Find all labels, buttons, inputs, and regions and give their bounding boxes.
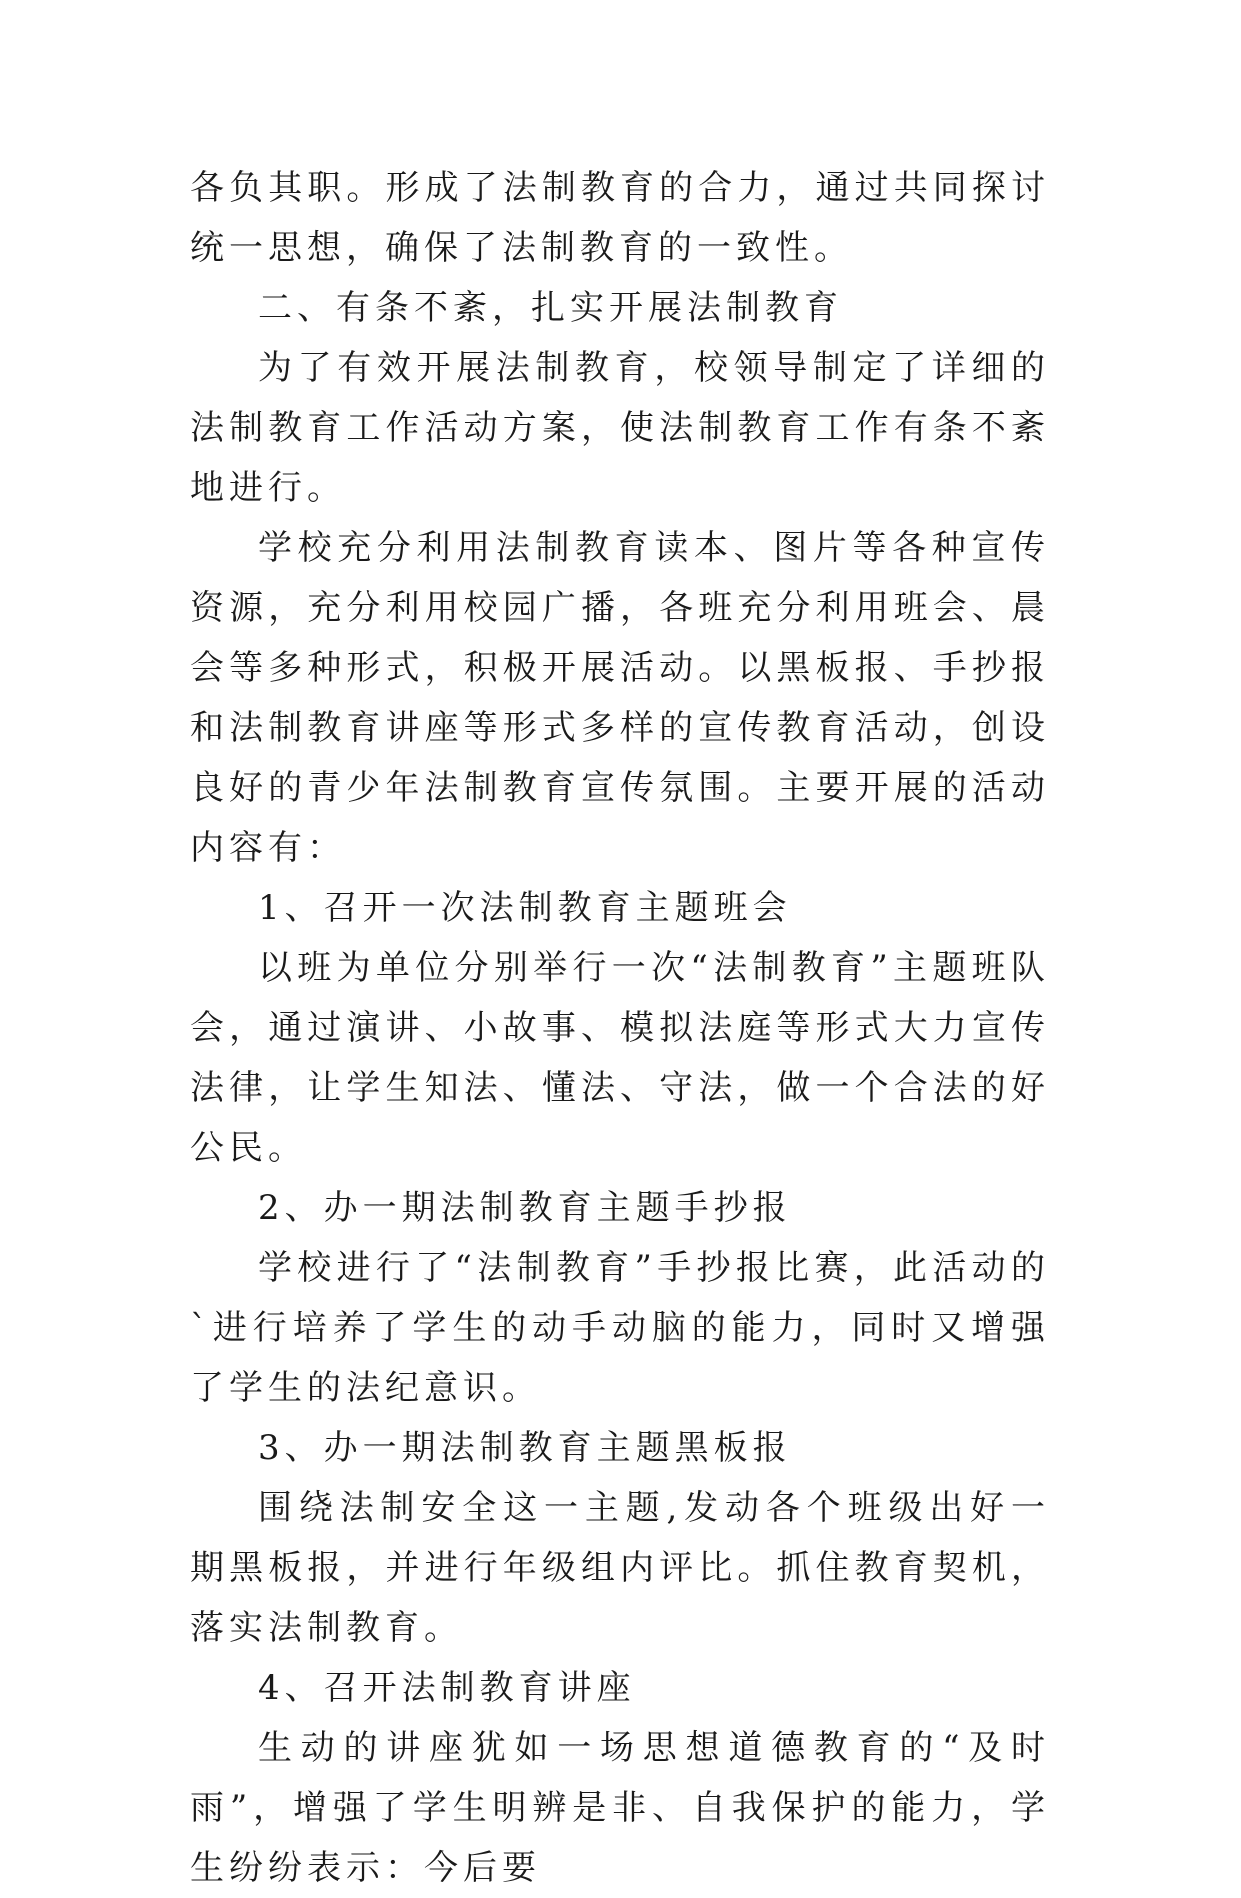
activity-heading-1: 1、召开一次法制教育主题班会 — [258, 888, 792, 928]
section-heading-2: 二、有条不紊，扎实开展法制教育 — [258, 288, 843, 328]
paragraph-continuation: 各负其职。形成了法制教育的合力，通过共同探讨统一思想，确保了法制教育的一致性。 — [190, 168, 1050, 268]
activity-heading-4: 4、召开法制教育讲座 — [258, 1668, 636, 1708]
paragraph: 围绕法制安全这一主题,发动各个班级出好一期黑板报，并进行年级组内评比。抓住教育契机，落实法制教育。 — [190, 1488, 1050, 1648]
paragraph: 学校进行了“法制教育”手抄报比赛，此活动的`进行培养了学生的动手动脑的能力，同时又增强了学生的法纪意识。 — [190, 1248, 1050, 1408]
paragraph: 学校充分利用法制教育读本、图片等各种宣传资源，充分利用校园广播，各班充分利用班会、晨会等多种形式，积极开展活动。以黑板报、手抄报和法制教育讲座等形式多样的宣传教育活动，创设良好的青少年法制教育宣传氛围。主要开展的活动内容有： — [190, 528, 1050, 868]
paragraph: 为了有效开展法制教育，校领导制定了详细的法制教育工作活动方案，使法制教育工作有条不紊地进行。 — [190, 348, 1050, 508]
activity-heading-3: 3、办一期法制教育主题黑板报 — [258, 1428, 792, 1468]
activity-heading-2: 2、办一期法制教育主题手抄报 — [258, 1188, 792, 1228]
paragraph: 以班为单位分别举行一次“法制教育”主题班队会，通过演讲、小故事、模拟法庭等形式大力宣传法律，让学生知法、懂法、守法，做一个合法的好公民。 — [190, 948, 1050, 1168]
document-body — [190, 158, 1050, 1898]
paragraph: 生动的讲座犹如一场思想道德教育的“及时雨”，增强了学生明辨是非、自我保护的能力，学生纷纷表示：今后要 — [190, 1728, 1050, 1888]
